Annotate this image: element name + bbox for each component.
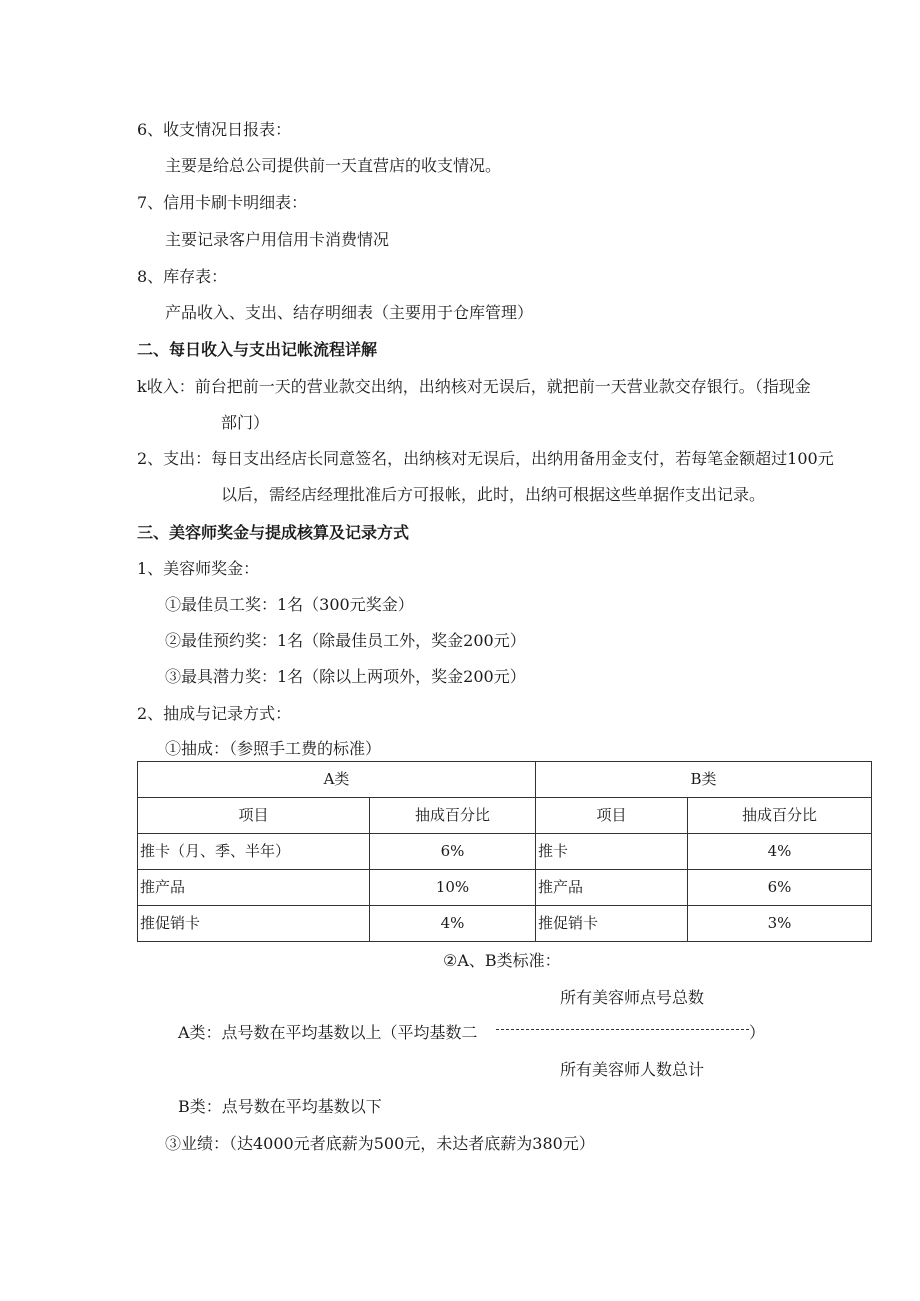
table-row xyxy=(138,870,872,906)
part2-income-line1: k收入：前台把前一天的营业款交出纳，出纳核对无误后，就把前一天营业款交存银行。（指现金 xyxy=(137,377,811,396)
table-row xyxy=(138,834,872,870)
item8-heading: 8、库存表： xyxy=(137,267,228,286)
formula-denominator: 所有美容师人数总计 xyxy=(560,1060,705,1079)
item8-text: 产品收入、支出、结存明细表（主要用于仓库管理） xyxy=(165,303,534,322)
b-item-cell: 推卡 xyxy=(536,834,688,870)
col-b-item: 项目 xyxy=(536,798,688,834)
col-b-pct: 抽成百分比 xyxy=(688,798,872,834)
b-pct-cell: 4% xyxy=(688,834,872,870)
a-item-cell: 推产品 xyxy=(138,870,370,906)
group-a-header: A类 xyxy=(138,762,536,798)
bonus-most-potential: ③最具潜力奖：1名（除以上两项外，奖金200元） xyxy=(165,667,526,686)
part2-expense-line2: 以后，需经店经理批准后方可报帐，此时，出纳可根据这些单据作支出记录。 xyxy=(221,485,766,504)
b-pct-cell: 6% xyxy=(688,870,872,906)
item6-heading: 6、收支情况日报表： xyxy=(137,120,292,139)
item7-text: 主要记录客户用信用卡消费情况 xyxy=(165,230,390,249)
a-item-cell: 推卡（月、季、半年） xyxy=(138,834,370,870)
item7-heading: 7、信用卡刷卡明细表： xyxy=(137,193,308,212)
part2-income-line2: 部门） xyxy=(221,413,270,432)
b-item-cell: 推产品 xyxy=(536,870,688,906)
b-pct-cell: 3% xyxy=(688,906,872,942)
part2-title: 二、每日收入与支出记帐流程详解 xyxy=(137,340,378,359)
item6-text: 主要是给总公司提供前一天直营店的收支情况。 xyxy=(165,156,502,175)
a-pct-cell: 10% xyxy=(370,870,536,906)
class-a-close: ） xyxy=(749,1023,766,1042)
table-row xyxy=(138,906,872,942)
table-header-row xyxy=(138,798,872,834)
b-item-cell: 推促销卡 xyxy=(536,906,688,942)
part2-expense-line1: 2、支出：每日支出经店长同意签名，出纳核对无误后，出纳用备用金支付，若每笔金额超过100元 xyxy=(137,449,834,468)
a-item-cell: 推促销卡 xyxy=(138,906,370,942)
class-b-text: B类：点号数在平均基数以下 xyxy=(178,1097,382,1116)
a-pct-cell: 4% xyxy=(370,906,536,942)
bonus-best-employee: ①最佳员工奖：1名（300元奖金） xyxy=(165,595,414,614)
commission-heading: 2、抽成与记录方式： xyxy=(137,704,292,723)
a-pct-cell: 6% xyxy=(370,834,536,870)
table-group-row xyxy=(138,762,872,798)
group-b-header: B类 xyxy=(536,762,872,798)
bonus-heading: 1、美容师奖金： xyxy=(137,559,260,578)
formula-numerator: 所有美容师点号总数 xyxy=(560,988,705,1007)
performance-text: ③业绩：（达4000元者底薪为500元，未达者底薪为380元） xyxy=(165,1134,595,1153)
formula-divider xyxy=(496,1029,749,1030)
col-a-pct: 抽成百分比 xyxy=(370,798,536,834)
commission-sub: ①抽成：（参照手工费的标准） xyxy=(165,739,382,758)
part3-title: 三、美容师奖金与提成核算及记录方式 xyxy=(137,523,410,542)
class-a-text: A类：点号数在平均基数以上（平均基数二 xyxy=(178,1023,478,1042)
col-a-item: 项目 xyxy=(138,798,370,834)
commission-table xyxy=(137,761,872,942)
standard-heading: ②A、B类标准： xyxy=(443,951,561,970)
bonus-best-booking: ②最佳预约奖：1名（除最佳员工外，奖金200元） xyxy=(165,631,526,650)
